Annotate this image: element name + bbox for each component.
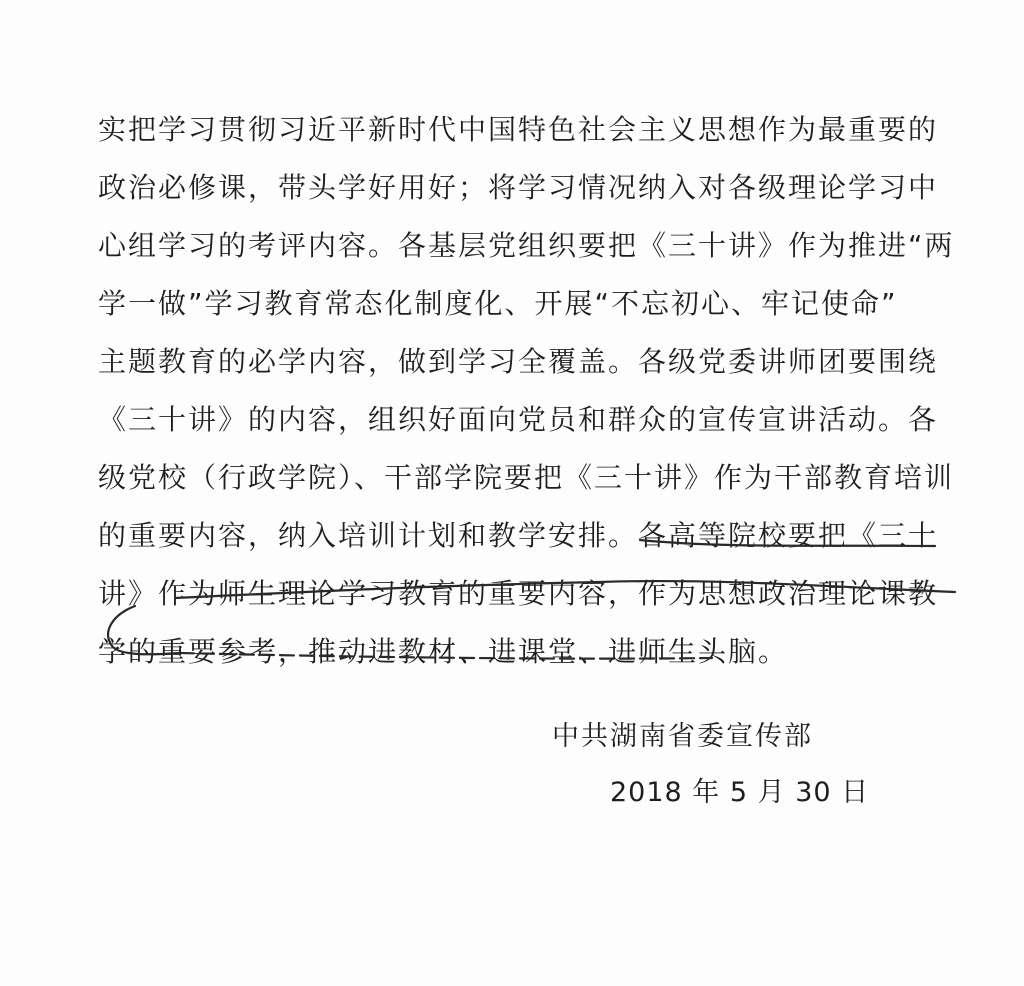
text-line-3: 心组学习的考评内容。各基层党组织要把《三十讲》作为推进“两	[98, 229, 955, 262]
text-line-2: 政治必修课，带头学好用好；将学习情况纳入对各级理论学习中	[98, 171, 939, 204]
text-line-5: 主题教育的必学内容，做到学习全覆盖。各级党委讲师团要围绕	[98, 345, 939, 378]
text-line-1: 实把学习贯彻习近平新时代中国特色社会主义思想作为最重要的	[98, 113, 939, 146]
text-line-9: 讲》作为师生理论学习教育的重要内容，作为思想政治理论课教	[98, 577, 939, 610]
text-line-10: 学的重要参考，推动进教材、进课堂、进师生头脑。	[98, 635, 789, 668]
body-text	[98, 101, 958, 681]
text-line-4: 学一做”学习教育常态化制度化、开展“不忘初心、牢记使命”	[98, 287, 898, 320]
text-line-6: 《三十讲》的内容，组织好面向党员和群众的宣传宣讲活动。各	[98, 403, 939, 436]
issue-date: 2018 年 5 月 30 日	[610, 777, 870, 808]
issuer-signature: 中共湖南省委宣传部	[552, 721, 813, 752]
text-line-7: 级党校（行政学院）、干部学院要把《三十讲》作为干部教育培训	[98, 461, 955, 494]
text-line-8: 的重要内容，纳入培训计划和教学安排。各高等院校要把《三十	[98, 519, 939, 552]
